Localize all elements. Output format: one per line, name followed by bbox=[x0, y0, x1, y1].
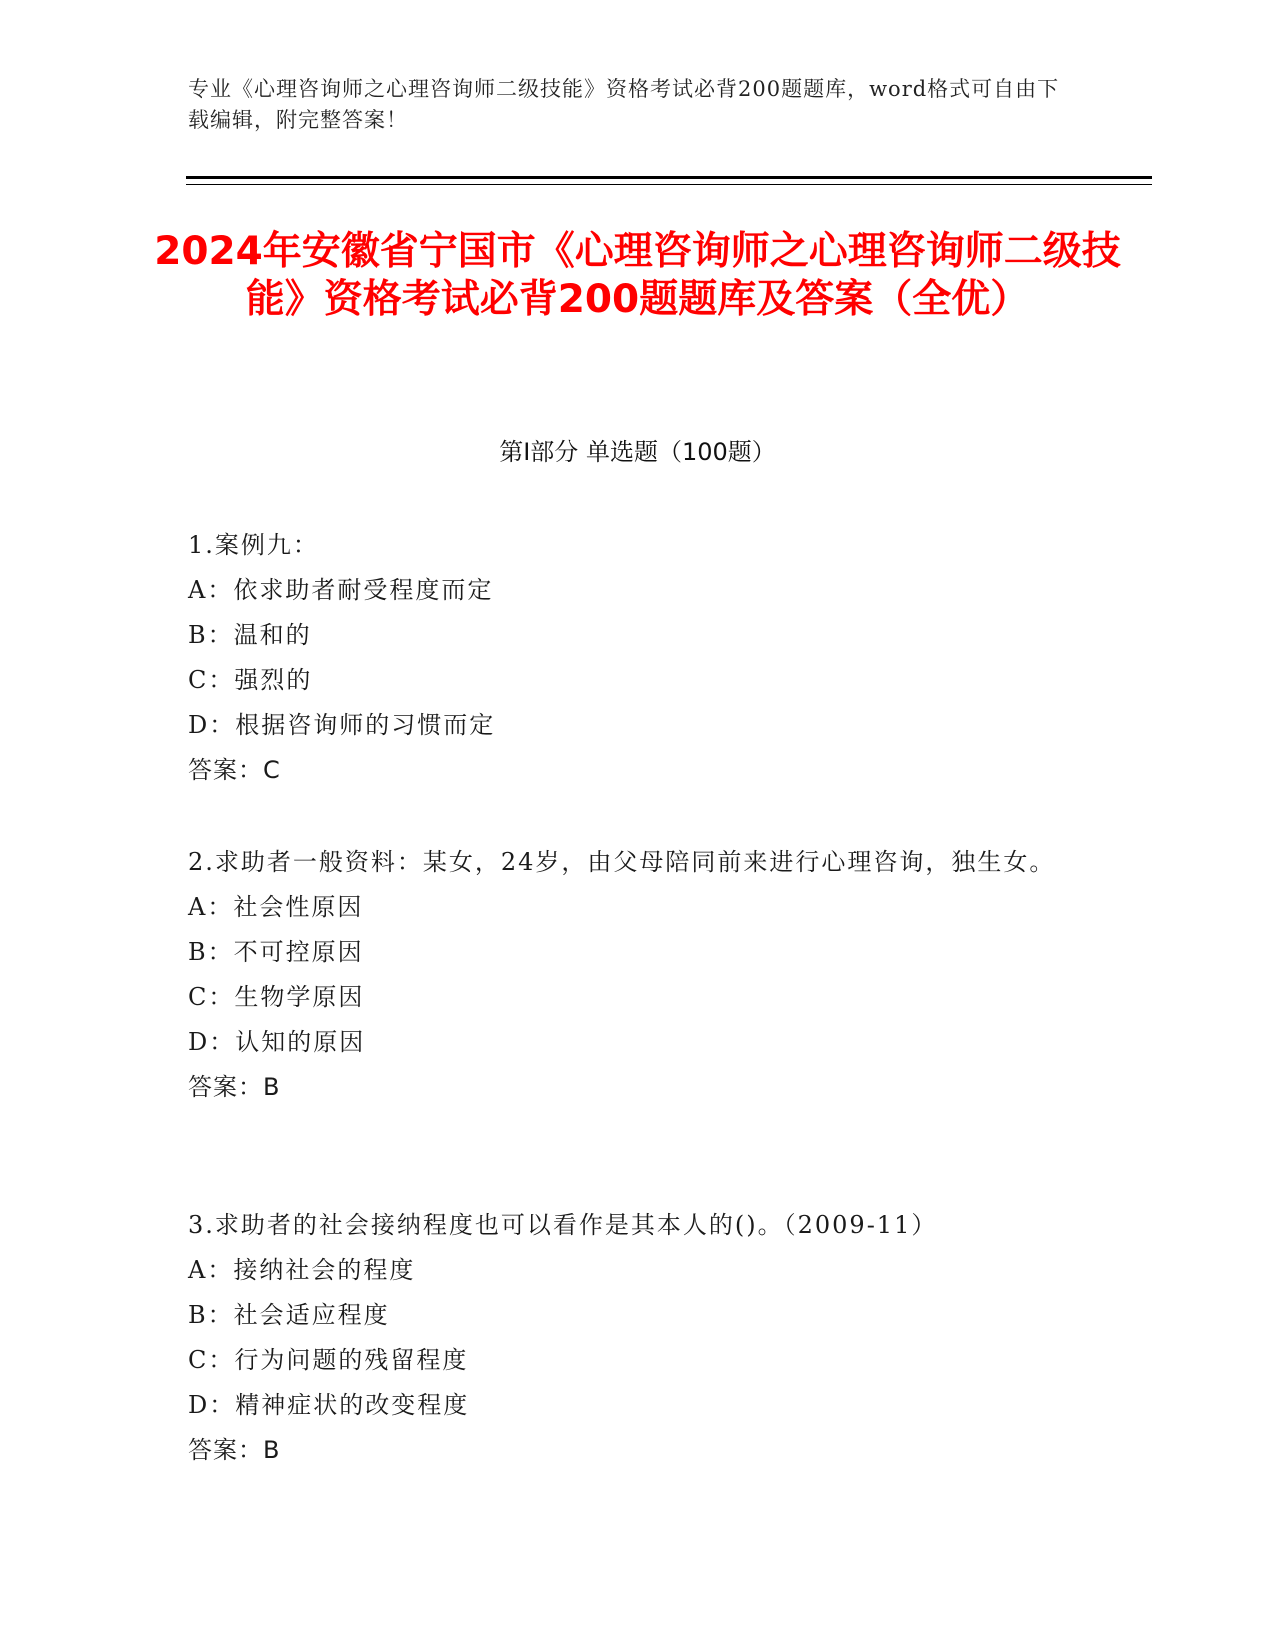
question-option-c: C：行为问题的残留程度 bbox=[188, 1346, 469, 1374]
question-option-a: A：接纳社会的程度 bbox=[188, 1256, 416, 1284]
question-block bbox=[188, 840, 1068, 1110]
question-answer: 答案：C bbox=[188, 756, 281, 784]
question-stem: 3.求助者的社会接纳程度也可以看作是其本人的()。（2009-11） bbox=[188, 1211, 938, 1239]
question-option-c: C：生物学原因 bbox=[188, 983, 365, 1011]
question-answer: 答案：B bbox=[188, 1073, 281, 1101]
question-option-b: B：温和的 bbox=[188, 621, 312, 649]
question-option-a: A：依求助者耐受程度而定 bbox=[188, 576, 494, 604]
header-rule-thick bbox=[186, 176, 1152, 179]
document-title: 2024年安徽省宁国市《心理咨询师之心理咨询师二级技能》资格考试必背200题题库及答案（全优） bbox=[154, 229, 1121, 322]
question-stem: 2.求助者一般资料：某女，24岁，由父母陪同前来进行心理咨询，独生女。 bbox=[188, 848, 1056, 876]
question-answer: 答案：B bbox=[188, 1436, 281, 1464]
question-block bbox=[188, 1203, 1068, 1473]
question-option-d: D：根据咨询师的习惯而定 bbox=[188, 711, 496, 739]
question-option-b: B：不可控原因 bbox=[188, 938, 364, 966]
question-option-d: D：认知的原因 bbox=[188, 1028, 366, 1056]
question-block bbox=[188, 523, 1068, 793]
section-title: 第Ⅰ部分 单选题（100题） bbox=[499, 438, 776, 466]
header-rule-thin bbox=[186, 184, 1152, 185]
question-option-a: A：社会性原因 bbox=[188, 893, 364, 921]
question-stem: 1.案例九： bbox=[188, 531, 319, 559]
header-note: 专业《心理咨询师之心理咨询师二级技能》资格考试必背200题题库，word格式可自由下载编辑，附完整答案！ bbox=[188, 77, 1060, 132]
question-option-b: B：社会适应程度 bbox=[188, 1301, 390, 1329]
question-option-c: C：强烈的 bbox=[188, 666, 313, 694]
question-option-d: D：精神症状的改变程度 bbox=[188, 1391, 470, 1419]
